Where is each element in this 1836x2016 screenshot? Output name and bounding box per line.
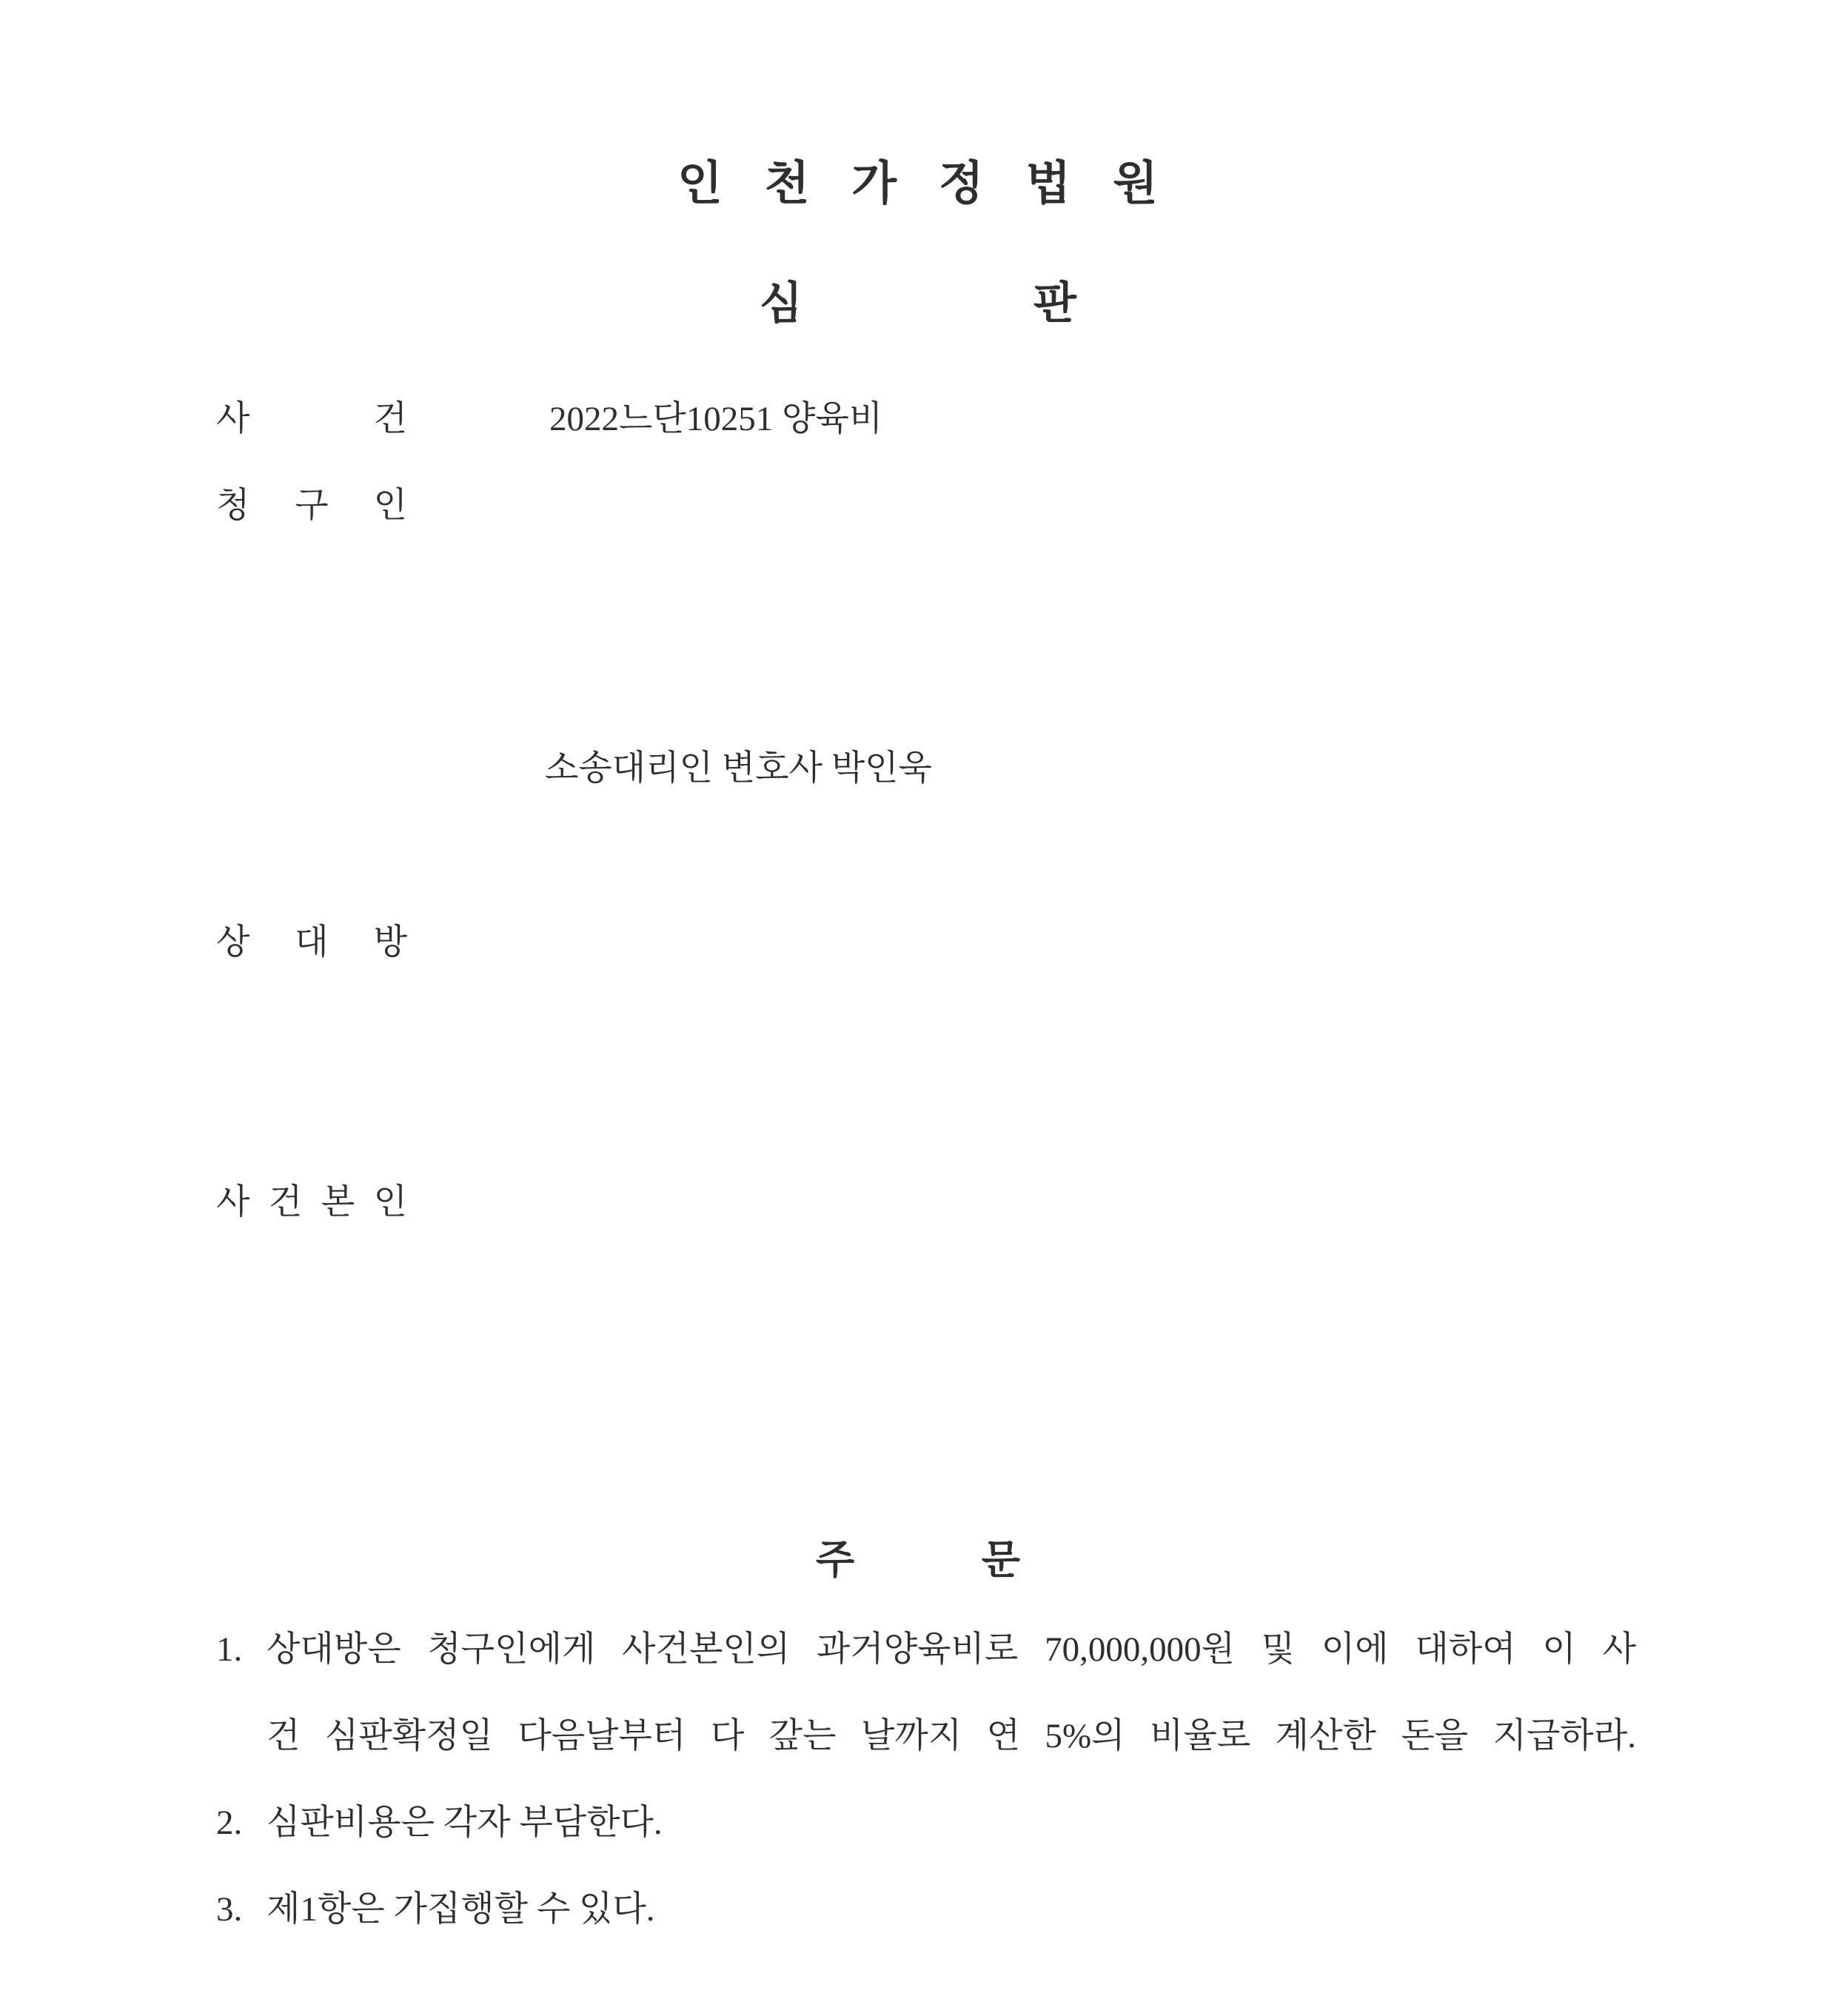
respondent-value-redacted-area [549, 922, 1216, 966]
subject-person-value-redacted-area [549, 1182, 1216, 1226]
court-name-heading [0, 146, 1836, 213]
court-name-text: 인 천 가 정 법 원 [677, 158, 1159, 210]
case-number-value: 2022느단10251 양육비 [549, 400, 883, 438]
order-item-3-number: 3. [216, 1890, 243, 1929]
order-item-2 [216, 1780, 1636, 1866]
case-label: 사 건 [216, 400, 407, 438]
order-item-1 [216, 1607, 1636, 1780]
order-item-1-line-1: 상대방은 청구인에게 사건본인의 과거양육비로 70,000,000원 및 이에 대하여 이 사 [267, 1630, 1636, 1669]
order-item-2-line-1: 심판비용은 각자 부담한다. [267, 1804, 663, 1842]
order-item-1-line-2: 건 심판확정일 다음날부터 다 갚는 날까지 연 5%의 비율로 계산한 돈을 지급하라. [267, 1717, 1636, 1755]
respondent-label: 상 대 방 [216, 923, 407, 962]
order-item-3 [216, 1866, 1636, 1953]
order-item-2-number: 2. [216, 1804, 243, 1842]
doc-type-heading [0, 268, 1836, 332]
claimant-value-redacted-area [549, 485, 1216, 529]
representative-line: 소송대리인 변호사 박인욱 [545, 749, 932, 788]
order-heading [0, 1528, 1836, 1585]
doc-type-text: 심 판 [760, 279, 1076, 328]
order-item-3-line-1: 제1항은 가집행할 수 있다. [267, 1890, 655, 1929]
order-list [216, 1607, 1636, 1953]
subject-person-label: 사 건 본 인 [216, 1183, 407, 1222]
order-item-1-number: 1. [216, 1630, 243, 1669]
claimant-label: 청 구 인 [216, 486, 407, 525]
order-heading-text: 주 문 [816, 1538, 1020, 1582]
